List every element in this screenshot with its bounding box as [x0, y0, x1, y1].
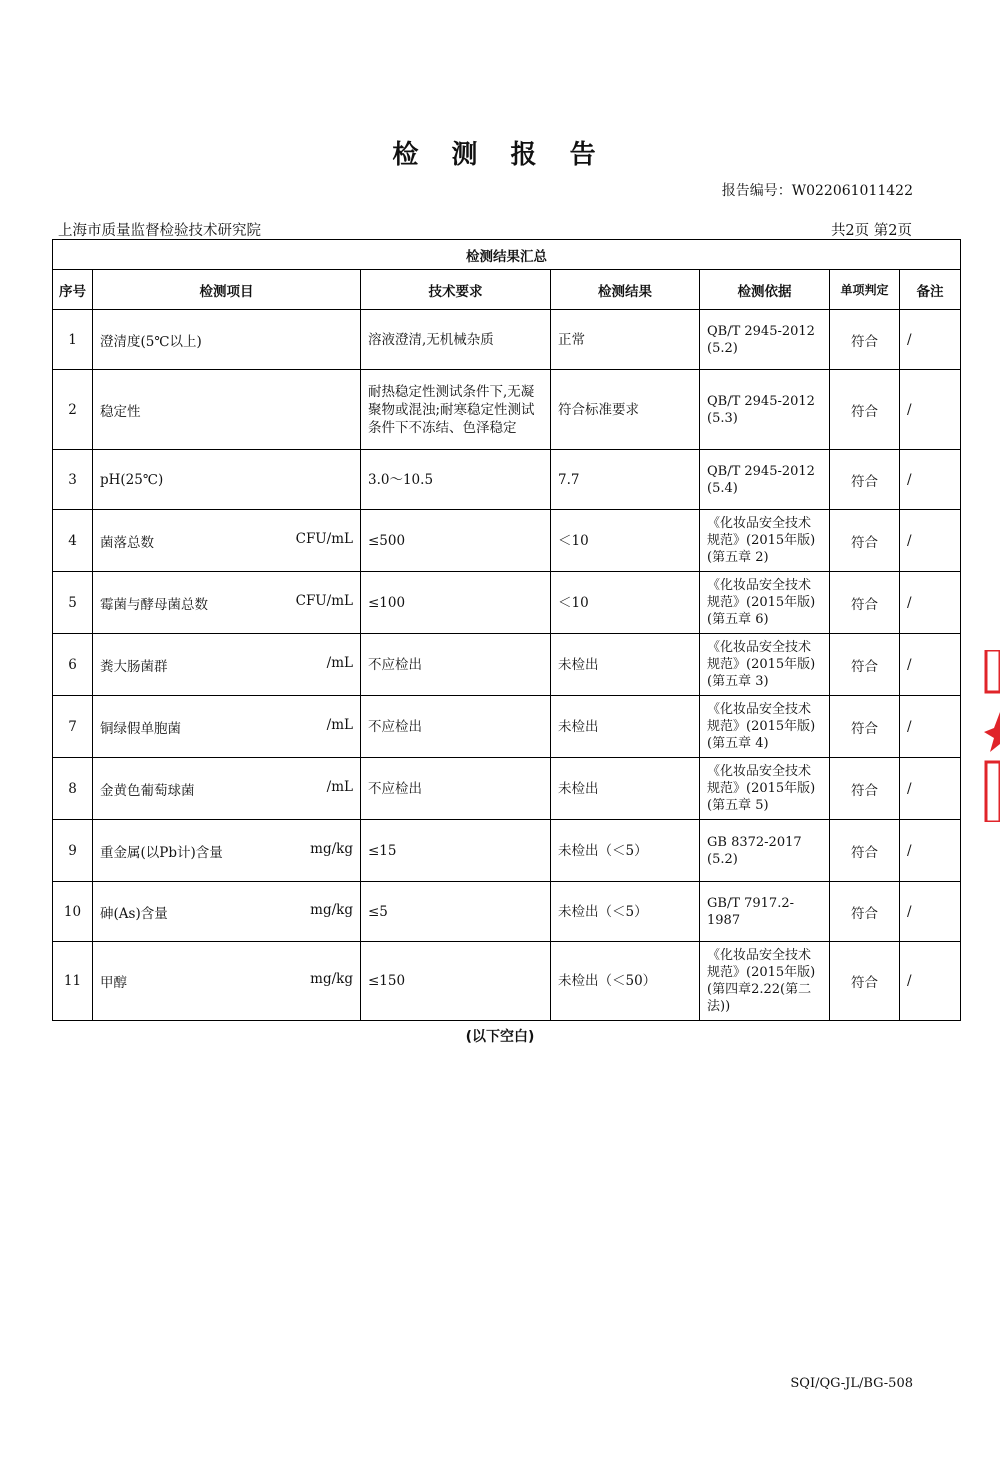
row-basis: GB/T 7917.2-1987 — [700, 882, 830, 942]
row-remark: / — [900, 942, 961, 1021]
row-judgement: 符合 — [830, 820, 900, 882]
row-seq: 6 — [53, 634, 93, 696]
row-item — [93, 820, 361, 882]
row-remark: / — [900, 634, 961, 696]
row-basis: 《化妆品安全技术规范》(2015年版)(第五章 5) — [700, 758, 830, 820]
row-result: ＜10 — [551, 510, 700, 572]
row-requirement: 不应检出 — [361, 696, 551, 758]
row-item-unit: CFU/mL — [295, 592, 353, 609]
row-remark: / — [900, 758, 961, 820]
table-row — [53, 696, 961, 758]
institute-name: 上海市质量监督检验技术研究院 — [58, 223, 261, 239]
row-requirement: 3.0～10.5 — [361, 450, 551, 510]
row-basis: QB/T 2945-2012 (5.2) — [700, 310, 830, 370]
row-seq: 5 — [53, 572, 93, 634]
row-requirement: ≤500 — [361, 510, 551, 572]
row-remark: / — [900, 696, 961, 758]
report-title: 检 测 报 告 — [392, 140, 608, 170]
row-result: 未检出（＜5） — [551, 820, 700, 882]
row-item — [93, 510, 361, 572]
table-header-row — [53, 270, 961, 310]
row-judgement: 符合 — [830, 942, 900, 1021]
row-item — [93, 310, 361, 370]
header-judgement: 单项判定 — [830, 270, 900, 310]
row-result: 正常 — [551, 310, 700, 370]
row-seq: 3 — [53, 450, 93, 510]
row-item-wrap — [93, 717, 360, 737]
row-item-wrap — [93, 330, 360, 350]
row-item-wrap — [93, 472, 360, 488]
row-result: ＜10 — [551, 572, 700, 634]
row-judgement: 符合 — [830, 696, 900, 758]
row-item-wrap — [93, 593, 360, 613]
row-item-unit: mg/kg — [310, 971, 353, 987]
row-item-wrap — [93, 531, 360, 551]
table-row — [53, 572, 961, 634]
results-table — [52, 239, 961, 1021]
table-row — [53, 634, 961, 696]
row-result: 7.7 — [551, 450, 700, 510]
row-item — [93, 450, 361, 510]
row-result: 符合标准要求 — [551, 370, 700, 450]
row-seq: 7 — [53, 696, 93, 758]
row-basis: 《化妆品安全技术规范》(2015年版)(第五章 6) — [700, 572, 830, 634]
row-item-wrap — [93, 841, 360, 861]
row-remark: / — [900, 310, 961, 370]
row-item-wrap — [93, 971, 360, 991]
row-remark: / — [900, 882, 961, 942]
row-requirement: ≤5 — [361, 882, 551, 942]
row-seq: 9 — [53, 820, 93, 882]
row-item — [93, 634, 361, 696]
table-row — [53, 510, 961, 572]
row-judgement: 符合 — [830, 450, 900, 510]
row-item-wrap — [93, 779, 360, 799]
row-item-name: 金黄色葡萄球菌 — [100, 782, 195, 799]
row-result: 未检出 — [551, 696, 700, 758]
row-item-name: 重金属(以Pb计)含量 — [100, 844, 223, 861]
row-basis: GB 8372-2017 (5.2) — [700, 820, 830, 882]
row-item — [93, 572, 361, 634]
table-row — [53, 942, 961, 1021]
table-row — [53, 758, 961, 820]
row-item-name: 砷(As)含量 — [100, 905, 168, 922]
row-requirement: ≤150 — [361, 942, 551, 1021]
header-item: 检测项目 — [93, 270, 361, 310]
row-item-unit: mg/kg — [310, 840, 353, 857]
row-basis: 《化妆品安全技术规范》(2015年版)(第五章 2) — [700, 510, 830, 572]
table-row — [53, 820, 961, 882]
row-result: 未检出 — [551, 634, 700, 696]
row-item-unit: CFU/mL — [295, 530, 353, 547]
row-remark: / — [900, 450, 961, 510]
red-seal-stamp — [984, 650, 1000, 822]
row-result: 未检出（＜5） — [551, 882, 700, 942]
header-requirement: 技术要求 — [361, 270, 551, 310]
blank-note: (以下空白) — [465, 1029, 535, 1045]
header-result: 检测结果 — [551, 270, 700, 310]
row-remark: / — [900, 510, 961, 572]
row-remark: / — [900, 572, 961, 634]
table-body — [53, 310, 961, 1021]
row-item-name: pH(25℃) — [100, 471, 164, 488]
row-item-name: 稳定性 — [100, 403, 141, 420]
row-basis: 《化妆品安全技术规范》(2015年版)(第五章 4) — [700, 696, 830, 758]
row-judgement: 符合 — [830, 634, 900, 696]
row-item-unit: /mL — [326, 716, 353, 733]
row-requirement: 不应检出 — [361, 758, 551, 820]
table-row — [53, 310, 961, 370]
row-item-name: 霉菌与酵母菌总数 — [100, 596, 208, 613]
table-row — [53, 370, 961, 450]
row-basis: 《化妆品安全技术规范》(2015年版)(第四章2.22(第二法)) — [700, 942, 830, 1021]
row-requirement: ≤100 — [361, 572, 551, 634]
header-basis: 检测依据 — [700, 270, 830, 310]
table-row — [53, 450, 961, 510]
report-number: 报告编号：W022061011422 — [721, 183, 913, 199]
row-item-wrap — [93, 655, 360, 675]
row-item — [93, 696, 361, 758]
row-seq: 1 — [53, 310, 93, 370]
page-indicator: 共2页 第2页 — [830, 223, 912, 239]
row-judgement: 符合 — [830, 370, 900, 450]
row-seq: 11 — [53, 942, 93, 1021]
row-item-name: 粪大肠菌群 — [100, 658, 168, 675]
row-item — [93, 758, 361, 820]
footer-code: SQI/QG-JL/BG-508 — [790, 1376, 913, 1391]
row-basis: QB/T 2945-2012 (5.4) — [700, 450, 830, 510]
row-item-wrap — [93, 400, 360, 420]
row-requirement: ≤15 — [361, 820, 551, 882]
row-basis: 《化妆品安全技术规范》(2015年版)(第五章 3) — [700, 634, 830, 696]
row-basis: QB/T 2945-2012 (5.3) — [700, 370, 830, 450]
row-item-unit: mg/kg — [310, 901, 353, 918]
row-item-name: 铜绿假单胞菌 — [100, 720, 181, 737]
row-seq: 4 — [53, 510, 93, 572]
header-seq: 序号 — [53, 270, 93, 310]
table-row — [53, 882, 961, 942]
row-result: 未检出 — [551, 758, 700, 820]
row-item-wrap — [93, 902, 360, 922]
row-seq: 8 — [53, 758, 93, 820]
row-remark: / — [900, 820, 961, 882]
row-item-unit: /mL — [326, 654, 353, 671]
header-remark: 备注 — [900, 270, 961, 310]
row-requirement: 耐热稳定性测试条件下,无凝聚物或混浊;耐寒稳定性测试条件下不冻结、色泽稳定 — [361, 370, 551, 450]
row-item-name: 菌落总数 — [100, 534, 154, 551]
row-judgement: 符合 — [830, 572, 900, 634]
row-seq: 10 — [53, 882, 93, 942]
row-judgement: 符合 — [830, 310, 900, 370]
row-item — [93, 370, 361, 450]
row-requirement: 不应检出 — [361, 634, 551, 696]
table-caption: 检测结果汇总 — [53, 240, 961, 270]
row-result: 未检出（＜50） — [551, 942, 700, 1021]
row-item-unit: /mL — [326, 778, 353, 795]
row-seq: 2 — [53, 370, 93, 450]
row-judgement: 符合 — [830, 510, 900, 572]
row-item — [93, 942, 361, 1021]
row-item-name: 甲醇 — [100, 975, 127, 991]
row-item — [93, 882, 361, 942]
row-remark: / — [900, 370, 961, 450]
row-judgement: 符合 — [830, 758, 900, 820]
row-judgement: 符合 — [830, 882, 900, 942]
row-requirement: 溶液澄清,无机械杂质 — [361, 310, 551, 370]
row-item-name: 澄清度(5℃以上) — [100, 333, 202, 350]
